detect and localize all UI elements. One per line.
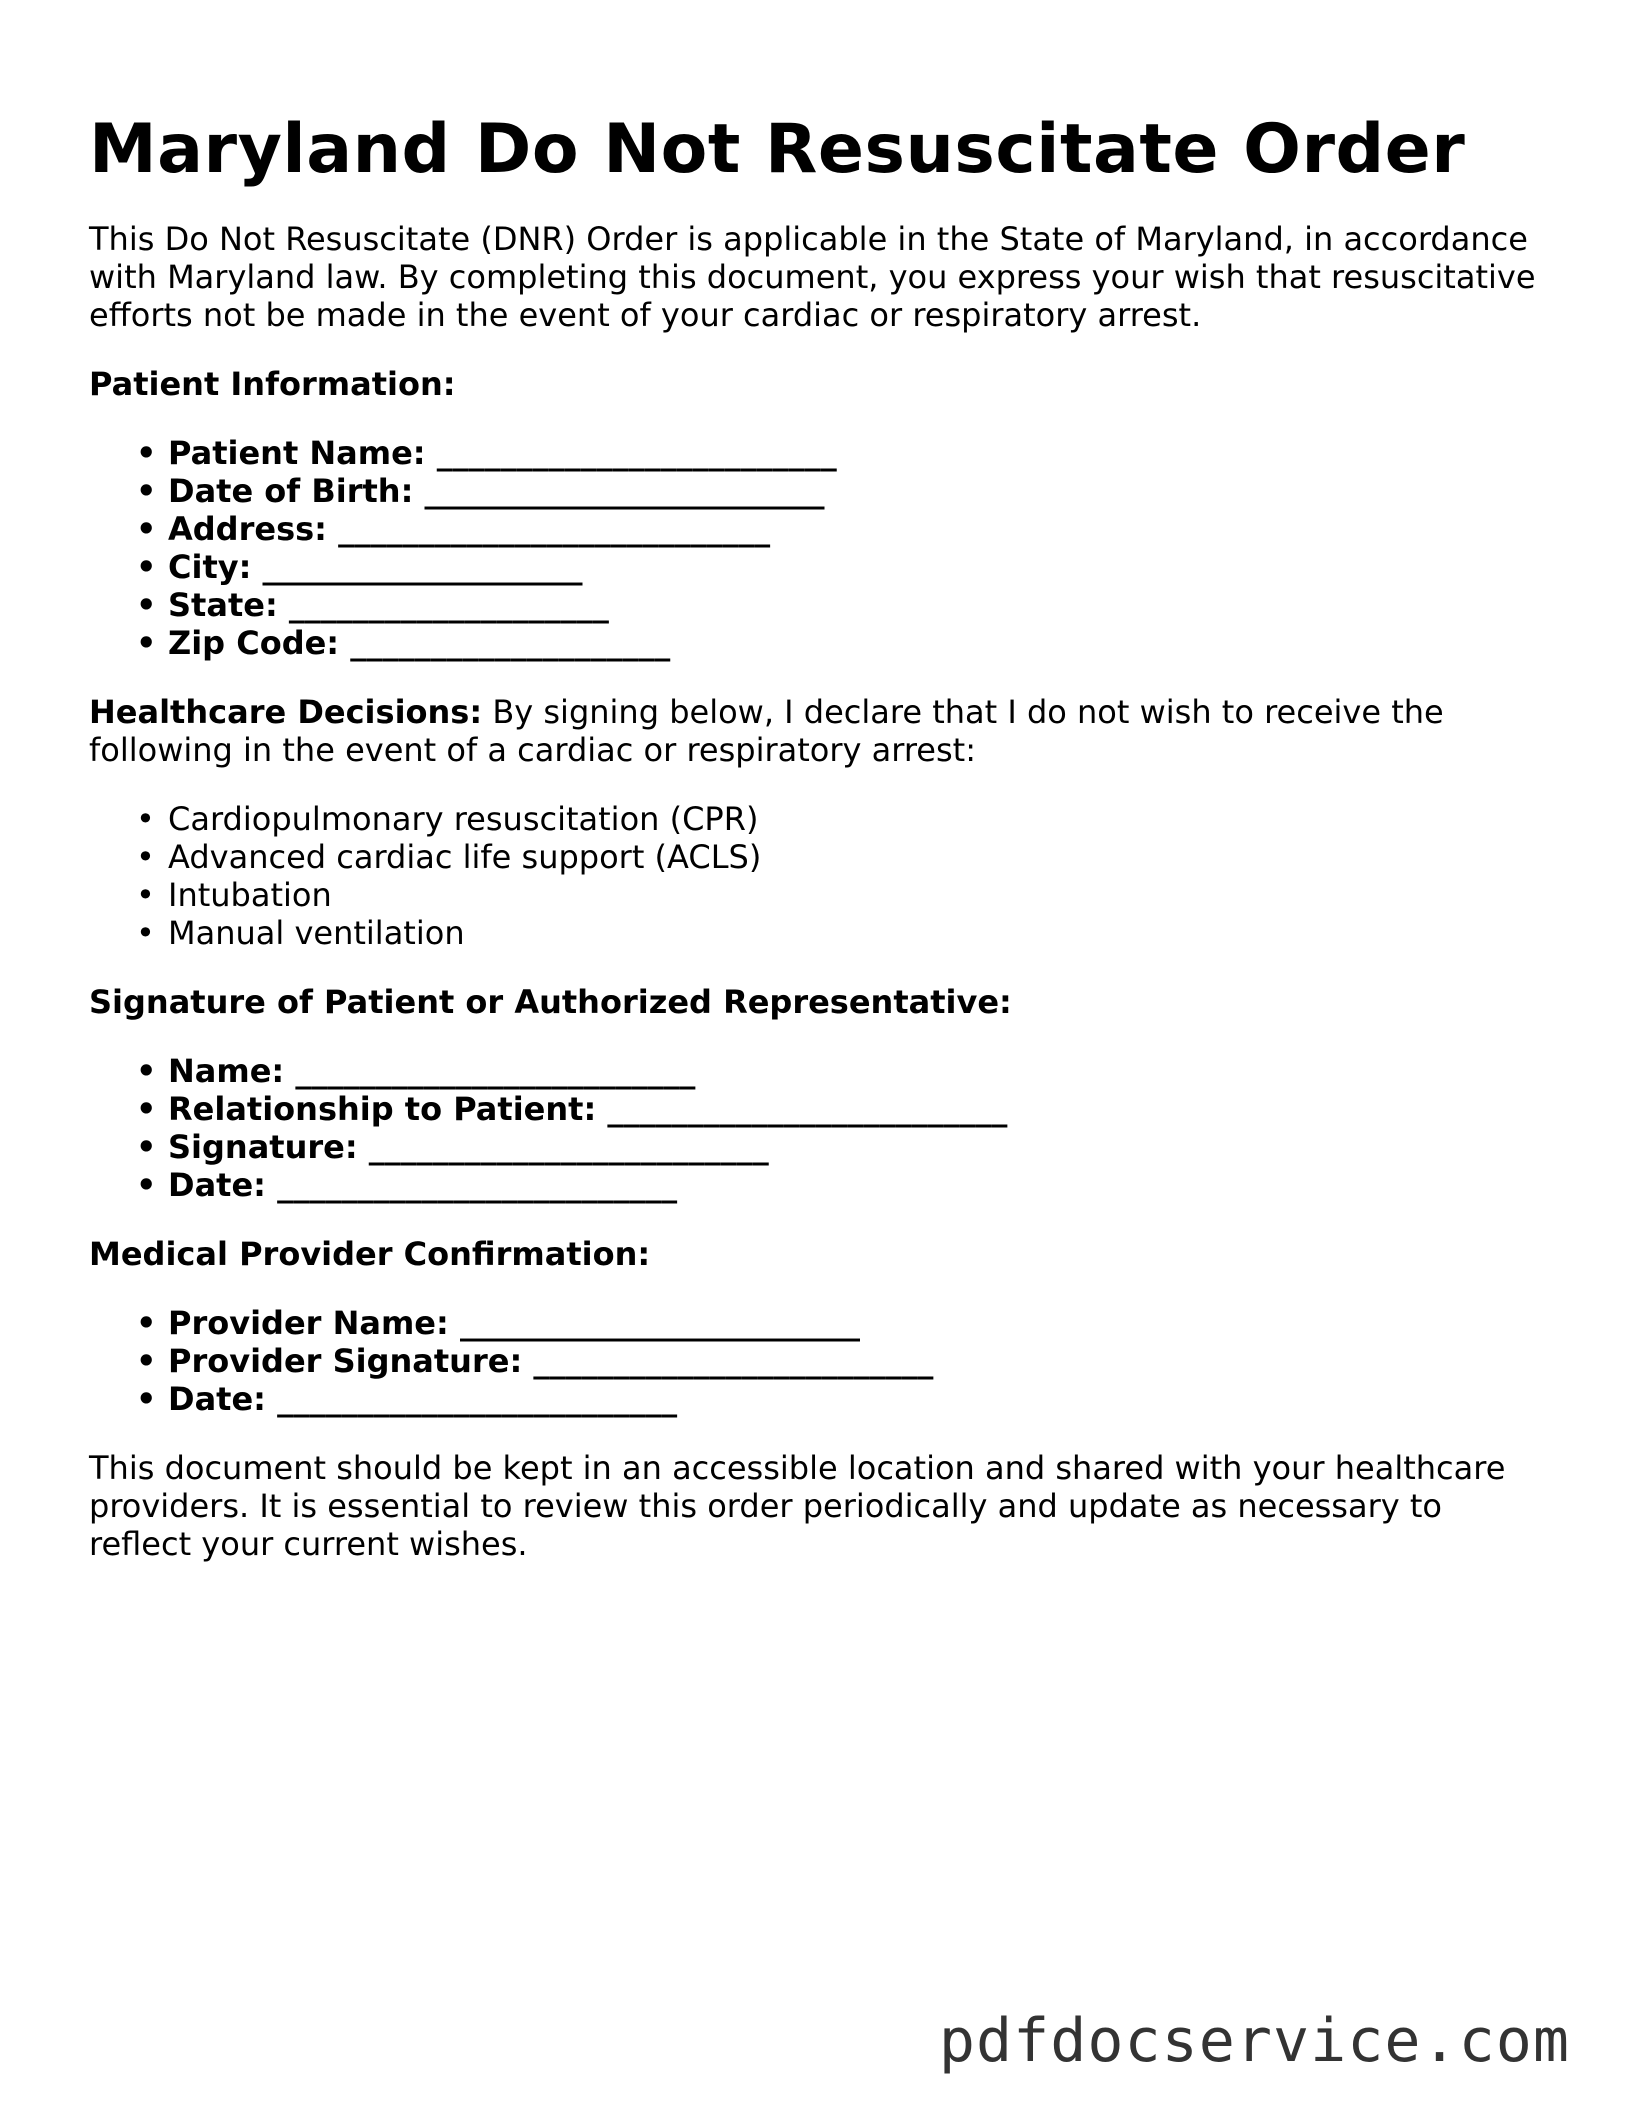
provider-list — [89, 1304, 1549, 1418]
provider-signature-field — [168, 1342, 1549, 1380]
watermark: pdfdocservice.com — [938, 2006, 1570, 2076]
field-label: Relationship to Patient: — [168, 1090, 597, 1128]
field-blank: _________________________ — [295, 1052, 696, 1090]
patient-name-field — [168, 434, 1549, 472]
city-field — [168, 548, 1549, 586]
field-blank: _________________________ — [459, 1304, 860, 1342]
field-blank: ____________________ — [350, 624, 671, 662]
field-label: Date of Birth: — [168, 472, 414, 510]
field-label: Patient Name: — [168, 434, 426, 472]
field-label: Date: — [168, 1380, 266, 1418]
signature-list — [89, 1052, 1549, 1204]
provider-date-field — [168, 1380, 1549, 1418]
document-title: Maryland Do Not Resuscitate Order — [89, 110, 1466, 189]
healthcare-decisions-lead: Healthcare Decisions: — [89, 693, 483, 731]
field-label: Signature: — [168, 1128, 358, 1166]
provider-heading: Medical Provider Confirmation: — [89, 1235, 651, 1273]
field-blank: ____________________ — [288, 586, 609, 624]
list-item: • Intubation — [168, 876, 1549, 914]
list-item: • Advanced cardiac life support (ACLS) — [168, 838, 1549, 876]
address-field — [168, 510, 1549, 548]
field-blank: _________________________ — [533, 1342, 934, 1380]
signature-heading: Signature of Patient or Authorized Representative: — [89, 983, 1012, 1021]
state-field — [168, 586, 1549, 624]
field-blank: ___________________________ — [338, 510, 771, 548]
field-label: State: — [168, 586, 278, 624]
field-label: Provider Name: — [168, 1304, 449, 1342]
field-label: Provider Signature: — [168, 1342, 523, 1380]
healthcare-decisions-paragraph — [89, 693, 1549, 769]
closing-paragraph: This document should be kept in an accessible location and shared with your healthcare providers. It is essential to review this order periodically and update as necessary to reflect your current wishes. — [89, 1449, 1506, 1563]
list-item: • Cardiopulmonary resuscitation (CPR) — [168, 800, 1549, 838]
field-label: Name: — [168, 1052, 285, 1090]
field-blank: ____________________ — [262, 548, 583, 586]
field-label: Date: — [168, 1166, 266, 1204]
field-label: City: — [168, 548, 252, 586]
field-blank: _________________________ — [368, 1128, 769, 1166]
field-blank: _________________________ — [436, 434, 837, 472]
patient-info-heading: Patient Information: — [89, 365, 456, 403]
signature-field — [168, 1128, 1549, 1166]
declined-treatments-list — [89, 800, 1549, 952]
document-page — [89, 110, 1549, 1563]
field-label: Zip Code: — [168, 624, 340, 662]
field-blank: _________________________ — [607, 1090, 1008, 1128]
intro-paragraph: This Do Not Resuscitate (DNR) Order is applicable in the State of Maryland, in accordance with Maryland law. By completing this document, you express your wish that resuscitative efforts not be made in the event of your cardiac or respiratory arrest. — [89, 220, 1536, 334]
field-blank: _________________________ — [424, 472, 825, 510]
signature-date-field — [168, 1166, 1549, 1204]
zip-code-field — [168, 624, 1549, 662]
field-label: Address: — [168, 510, 327, 548]
date-of-birth-field — [168, 472, 1549, 510]
relationship-field — [168, 1090, 1549, 1128]
field-blank: _________________________ — [277, 1380, 678, 1418]
provider-name-field — [168, 1304, 1549, 1342]
representative-name-field — [168, 1052, 1549, 1090]
field-blank: _________________________ — [277, 1166, 678, 1204]
healthcare-decisions-text: By signing below, I declare that I do not wish to receive the following in the event of a cardiac or respiratory arrest: — [89, 693, 1444, 769]
patient-info-list — [89, 434, 1549, 662]
list-item: • Manual ventilation — [168, 914, 1549, 952]
